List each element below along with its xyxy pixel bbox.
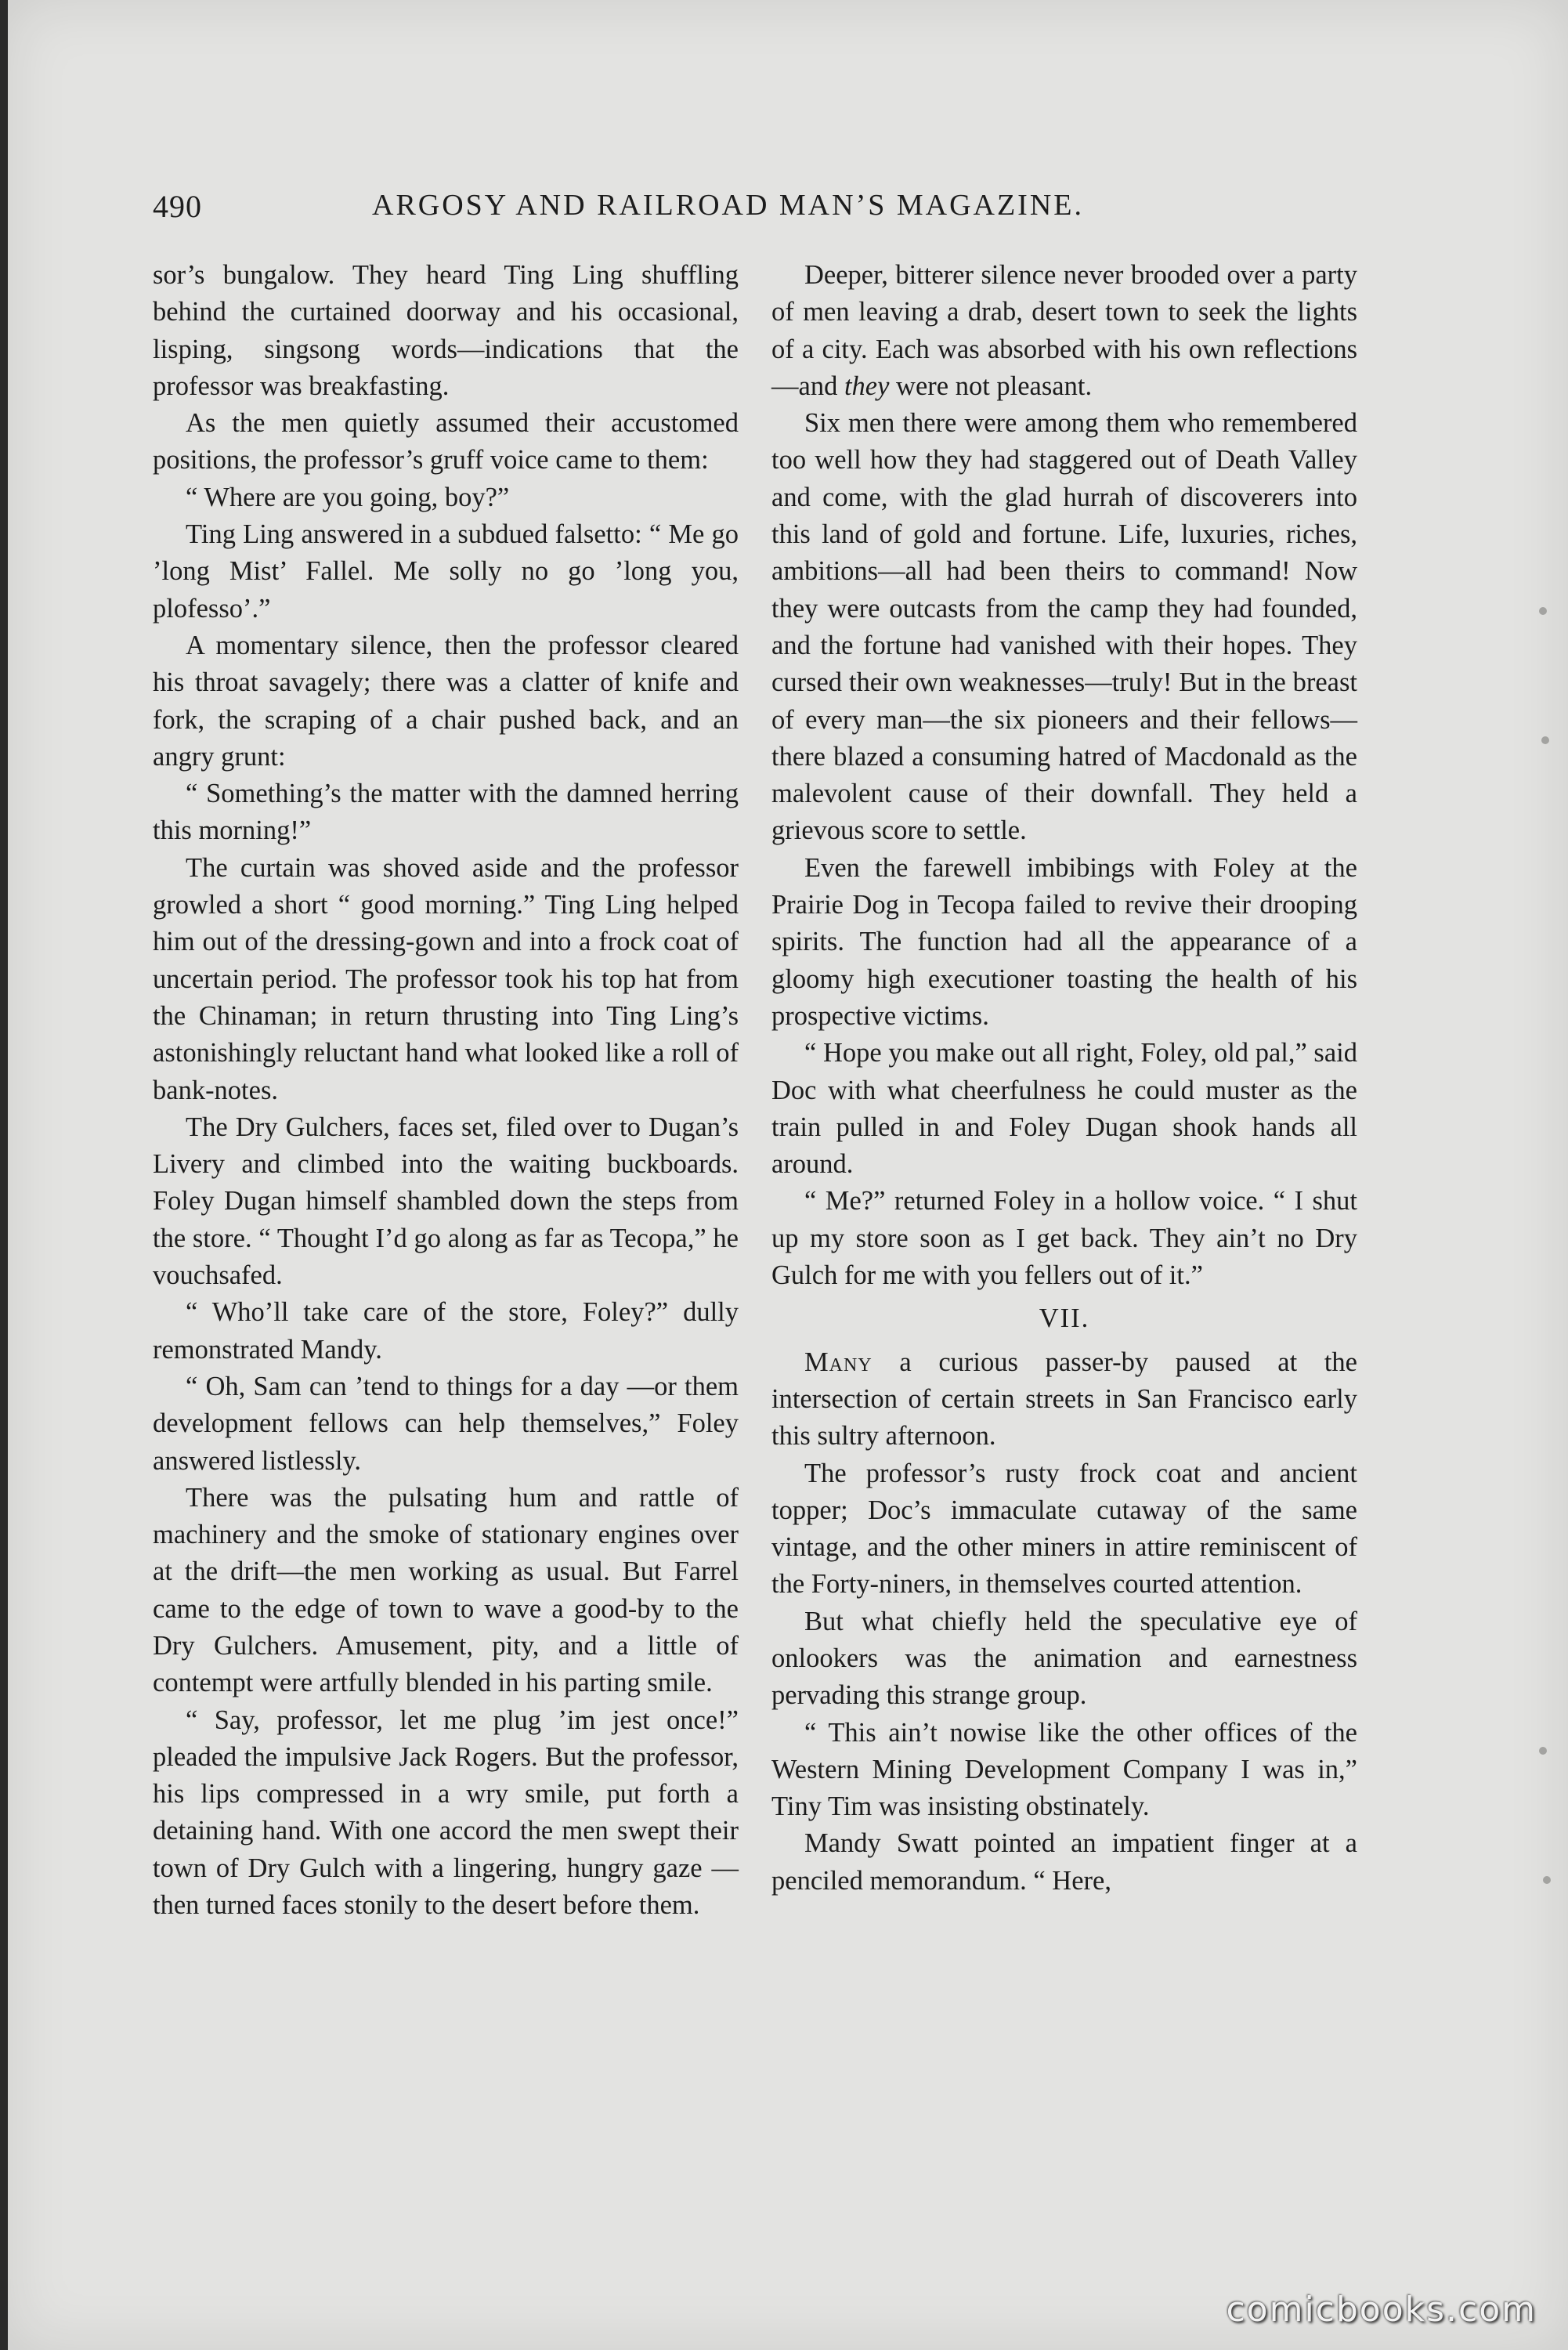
paragraph: “ Something’s the matter with the damned herring this morning!”: [153, 779, 739, 846]
watermark-logo: comicbooks.com: [1226, 2290, 1537, 2330]
paragraph-text: Deeper, bitterer silence never brooded over a party of men leaving a drab, desert town to seek the lights of a city. Each was absorbed with his own reflections—and: [771, 260, 1357, 401]
paragraph-text: a curious passer-by paused at the intersection of certain streets in San Francisco early this sultry afternoon.: [771, 1347, 1357, 1452]
section-first-word: Many: [804, 1347, 873, 1377]
paragraph: sor’s bungalow. They heard Ting Ling shuffling behind the curtained doorway and his occasional, lisping, singsong words—indications that the professor was breakfasting.: [153, 260, 739, 401]
italic-word: they: [844, 371, 890, 401]
paragraph: Even the farewell imbibings with Foley at the Prairie Dog in Tecopa failed to revive their drooping spirits. The function had all the appearance of a gloomy high executioner toasting the health of his prospective victims.: [771, 852, 1357, 1031]
section-heading: VII.: [1039, 1303, 1090, 1334]
running-head: ARGOSY AND RAILROAD MAN’S MAGAZINE.: [372, 189, 1084, 222]
paragraph: “ Oh, Sam can ’tend to things for a day —or them development fellows can help themselves,” Foley answered listlessly.: [153, 1371, 739, 1476]
paragraph: The curtain was shoved aside and the professor growled a short “ good morning.” Ting Ling helped him out of the dressing-gown and into a frock coat of uncertain period. The professor took his top hat from the Chinaman; in return thrusting into Ting Ling’s astonishingly reluctant hand what looked like a roll of bank-notes.: [153, 852, 739, 1105]
paragraph: As the men quietly assumed their accustomed positions, the professor’s gruff voice came to them:: [153, 408, 739, 475]
paragraph: [771, 1344, 1357, 1455]
paragraph: There was the pulsating hum and rattle of machinery and the smoke of stationary engines over at the drift—the men working as usual. But Farrel came to the edge of town to wave a good-by to the Dry Gulchers. Amusement, pity, and a little of contempt were artfully blended in his parting smile.: [153, 1482, 739, 1698]
paragraph: The Dry Gulchers, faces set, filed over to Dugan’s Livery and climbed into the waiting buckboards. Foley Dugan himself shambled down the steps from the store. “ Thought I’d go along as far as Tecopa,” he vouchsafed.: [153, 1112, 739, 1291]
paragraph: Six men there were among them who remembered too well how they had staggered out of Death Valley and come, with the glad hurrah of discoverers into this land of gold and fortune. Life, luxuries, riches, ambitions—all had been theirs to command! Now they were outcasts from the camp they had founded, and the fortune had vanished with their hopes. They cursed their own weaknesses—truly! But in the breast of every man—the six pioneers and their fellows—there blazed a consuming hatred of Macdonald as the malevolent cause of their downfall. They held a grievous score to settle.: [771, 408, 1357, 846]
paragraph: A momentary silence, then the professor cleared his throat savagely; there was a clatter of knife and fork, the scraping of a chair pushed back, and an angry grunt:: [153, 630, 739, 772]
page-header: [153, 188, 1375, 235]
paper-speck: [1539, 607, 1547, 615]
paragraph: Ting Ling answered in a subdued falsetto: “ Me go ’long Mist’ Fallel. Me solly no go ’long you, plofesso’.”: [153, 519, 739, 624]
paragraph: The professor’s rusty frock coat and ancient topper; Doc’s immaculate cutaway of the same vintage, and the other miners in attire reminiscent of the Forty-niners, in themselves courted attention.: [771, 1458, 1357, 1600]
paragraph: “ Say, professor, let me plug ’im jest once!” pleaded the impulsive Jack Rogers. But the professor, his lips compressed in a wry smile, put forth a detaining hand. With one accord the men swept their town of Dry Gulch with a lingering, hungry gaze —then turned faces stonily to the desert before them.: [153, 1705, 739, 1921]
paragraph: “ Who’ll take care of the store, Foley?” dully remonstrated Mandy.: [153, 1297, 739, 1365]
paragraph: “ Me?” returned Foley in a hollow voice. “ I shut up my store soon as I get back. They ain’t no Dry Gulch for me with you fellers out of it.”: [771, 1186, 1357, 1291]
paragraph: But what chiefly held the speculative eye of onlookers was the animation and earnestness pervading this strange group.: [771, 1606, 1357, 1711]
paper-speck: [1539, 1747, 1547, 1755]
paper-speck: [1543, 1876, 1551, 1884]
magazine-page: [8, 0, 1568, 2350]
page-number: 490: [153, 189, 202, 224]
paragraph: [771, 257, 1357, 405]
paragraph: “ Where are you going, boy?”: [186, 482, 510, 512]
left-column: [153, 257, 739, 1924]
paragraph: Mandy Swatt pointed an impatient finger at a penciled memorandum. “ Here,: [771, 1828, 1357, 1896]
paragraph: “ This ain’t nowise like the other offices of the Western Mining Development Company I was in,” Tiny Tim was insisting obstinately.: [771, 1717, 1357, 1822]
paragraph: “ Hope you make out all right, Foley, old pal,” said Doc with what cheerfulness he could muster as the train pulled in and Foley Dugan shook hands all around.: [771, 1038, 1357, 1180]
paper-speck: [1541, 736, 1549, 744]
right-column: [771, 257, 1357, 1900]
paragraph-text: were not pleasant.: [889, 371, 1093, 401]
